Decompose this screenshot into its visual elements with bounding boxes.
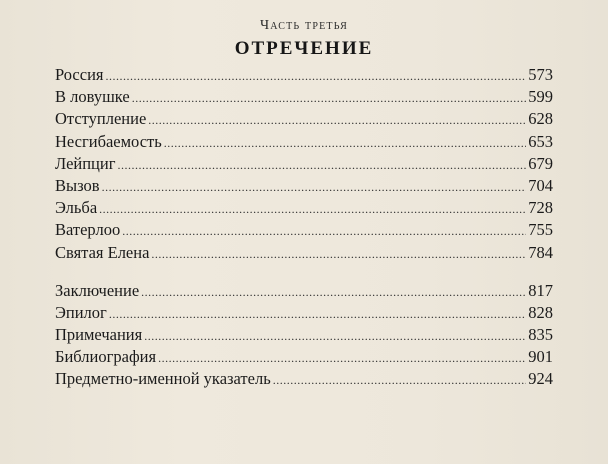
chapters-list [55, 64, 553, 264]
toc-entry-title: Несгибаемость [55, 131, 162, 151]
toc-entry-page: 924 [528, 369, 553, 389]
toc-entry-page: 653 [528, 131, 553, 151]
dot-leader [164, 131, 526, 154]
toc-entry-page: 755 [528, 220, 553, 240]
toc-entry-page: 817 [528, 280, 553, 300]
toc-entry-conclusion[interactable] [55, 280, 553, 302]
dot-leader [151, 242, 526, 265]
dot-leader [141, 280, 526, 303]
toc-entry-saint-helena[interactable] [55, 242, 553, 264]
toc-entry-title: Примечания [55, 325, 143, 345]
dot-leader [144, 324, 526, 347]
toc-entry-page: 728 [528, 198, 553, 218]
toc-entry-page: 835 [528, 325, 553, 345]
toc-entry-elba[interactable] [55, 197, 553, 219]
toc-entry-title: В ловушке [55, 87, 130, 107]
toc-entry-notes[interactable] [55, 324, 553, 346]
toc-entry-title: Предметно-именной указатель [55, 369, 271, 389]
toc-entry-leipzig[interactable] [55, 153, 553, 175]
dot-leader [273, 368, 527, 391]
toc-entry-page: 599 [528, 87, 553, 107]
toc-entry-page: 679 [528, 153, 553, 173]
toc-entry-bibliography[interactable] [55, 346, 553, 368]
part-title: ОТРЕЧЕНИЕ [234, 38, 374, 59]
dot-leader [99, 197, 526, 220]
toc-entry-page: 704 [528, 175, 553, 195]
dot-leader [158, 346, 526, 369]
toc-entry-challenge[interactable] [55, 175, 553, 197]
toc-entry-page: 628 [528, 109, 553, 129]
toc-entry-retreat[interactable] [55, 108, 553, 130]
dot-leader [109, 302, 526, 325]
table-of-contents [55, 64, 553, 391]
toc-entry-resilience[interactable] [55, 131, 553, 153]
dot-leader [132, 86, 527, 109]
toc-entry-waterloo[interactable] [55, 219, 553, 241]
toc-entry-index[interactable] [55, 368, 553, 390]
dot-leader [102, 175, 527, 198]
toc-entry-page: 828 [528, 302, 553, 322]
toc-entry-russia[interactable] [55, 64, 553, 86]
toc-entry-trap[interactable] [55, 86, 553, 108]
toc-entry-title: Эпилог [55, 302, 107, 322]
back-matter-list [55, 280, 553, 391]
toc-entry-title: Отступление [55, 109, 147, 129]
dot-leader [106, 64, 527, 87]
dot-leader [148, 108, 526, 131]
toc-entry-epilogue[interactable] [55, 302, 553, 324]
toc-entry-page: 573 [528, 65, 553, 84]
toc-entry-page: 784 [528, 242, 553, 262]
toc-entry-title: Святая Елена [55, 242, 150, 262]
toc-entry-title: Россия [55, 65, 104, 84]
toc-entry-title: Ватерлоо [55, 220, 121, 240]
toc-entry-page: 901 [528, 347, 553, 367]
toc-entry-title: Библиография [55, 347, 157, 367]
dot-leader [122, 219, 526, 242]
toc-entry-title: Эльба [55, 198, 98, 218]
toc-entry-title: Заключение [55, 280, 140, 300]
toc-entry-title: Лейпциг [55, 153, 116, 173]
toc-entry-title: Вызов [55, 175, 100, 195]
part-label: Часть третья [259, 18, 348, 33]
dot-leader [118, 153, 527, 176]
